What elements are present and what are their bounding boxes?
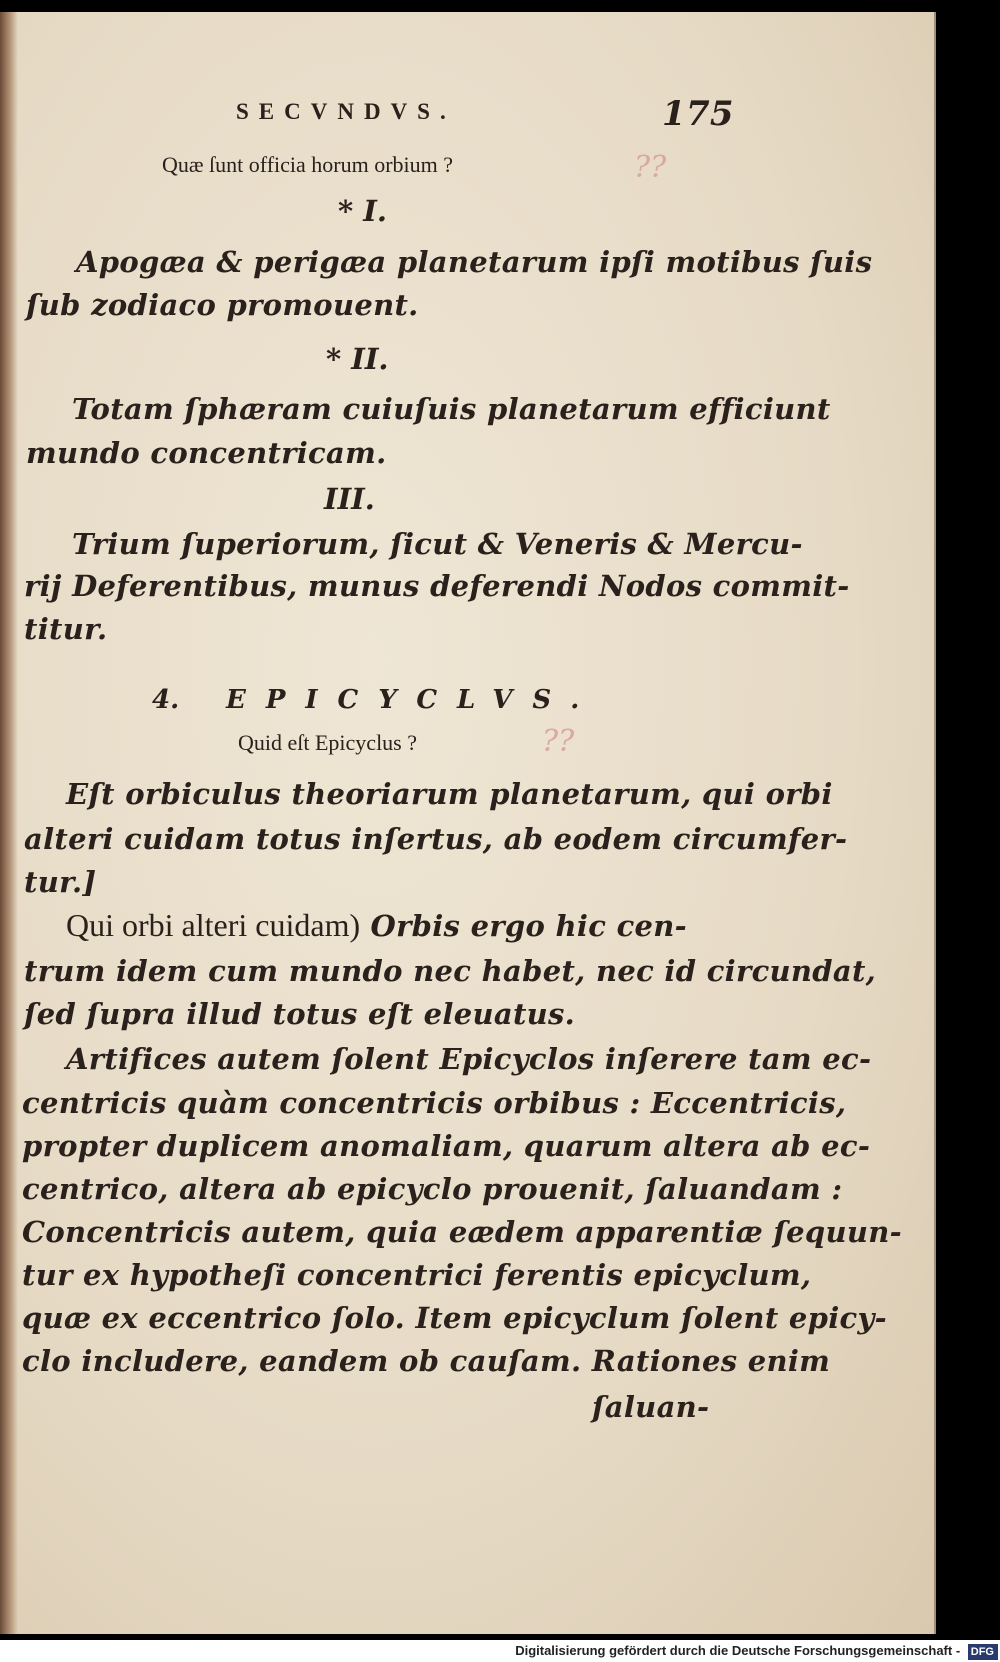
item2-numeral: * II. xyxy=(326,342,389,376)
commentary-line2: trum idem cum mundo nec habet, nec id circundat, xyxy=(24,954,877,988)
item1-numeral: * I. xyxy=(338,194,387,228)
definition-line2: alteri cuidam totus inſertus, ab eodem circumfer- xyxy=(24,822,848,856)
question-epicycle: Quid eſt Epicyclus ? xyxy=(238,730,418,755)
paragraph-line8: clo includere, eandem ob cauſam. Rationes enim xyxy=(22,1344,831,1378)
paragraph-line2: centricis quàm concentricis orbibus : Eccentricis, xyxy=(22,1086,847,1120)
item1-line2: ſub zodiaco promouent. xyxy=(26,288,419,322)
paragraph-line7: quæ ex eccentrico ſolo. Item epicyclum ſolent epicy- xyxy=(22,1301,887,1335)
section-title: EPICYCLVS. xyxy=(226,685,600,715)
annotation-mark: ?? xyxy=(634,150,667,185)
annotation-mark: ?? xyxy=(542,724,575,759)
question-offices: Quæ ſunt officia horum orbium ? xyxy=(162,152,454,177)
paragraph-line4: centrico, altera ab epicyclo prouenit, ſaluandam : xyxy=(22,1172,843,1206)
digitization-footer xyxy=(0,1640,1000,1662)
item1-line1: Apogæa & perigæa planetarum ipſi motibus ſuis xyxy=(76,245,873,279)
paragraph-line1: Artifices autem ſolent Epicyclos inſerere tam ec- xyxy=(66,1042,872,1076)
book-page xyxy=(0,12,936,1634)
commentary-lemma: Qui orbi alteri cuidam) xyxy=(66,907,361,943)
item3-line1: Trium ſuperiorum, ſicut & Veneris & Mercu- xyxy=(72,527,803,561)
page-number: 175 xyxy=(662,94,734,134)
footer-text: Digitalisierung gefördert durch die Deutsche Forschungsgemeinschaft - xyxy=(515,1643,964,1658)
paragraph-line3: propter duplicem anomaliam, quarum altera ab ec- xyxy=(22,1129,871,1163)
running-title: SECVNDVS. xyxy=(236,99,456,124)
commentary-text: Orbis ergo hic cen- xyxy=(360,909,688,943)
item3-line3: titur. xyxy=(24,612,108,646)
definition-line1: Eſt orbiculus theoriarum planetarum, qui orbi xyxy=(66,777,833,811)
commentary-line1 xyxy=(66,907,687,944)
item3-numeral: III. xyxy=(324,482,375,516)
catchword: ſaluan- xyxy=(592,1390,710,1424)
item2-line2: mundo concentricam. xyxy=(26,436,387,470)
paragraph-line6: tur ex hypotheſi concentrici ferentis epicyclum, xyxy=(22,1258,812,1292)
paragraph-line5: Concentricis autem, quia eædem apparentiæ ſequun- xyxy=(22,1215,902,1249)
definition-line3: tur.] xyxy=(24,865,97,899)
item2-line1: Totam ſphæram cuiuſuis planetarum efficiunt xyxy=(72,392,831,426)
item3-line2: rij Deferentibus, munus deferendi Nodos commit- xyxy=(24,569,850,603)
dfg-logo: DFG xyxy=(968,1644,998,1660)
page-gutter xyxy=(0,12,18,1634)
commentary-line3: ſed ſupra illud totus eſt eleuatus. xyxy=(24,997,576,1031)
section-number: 4. xyxy=(152,685,180,715)
